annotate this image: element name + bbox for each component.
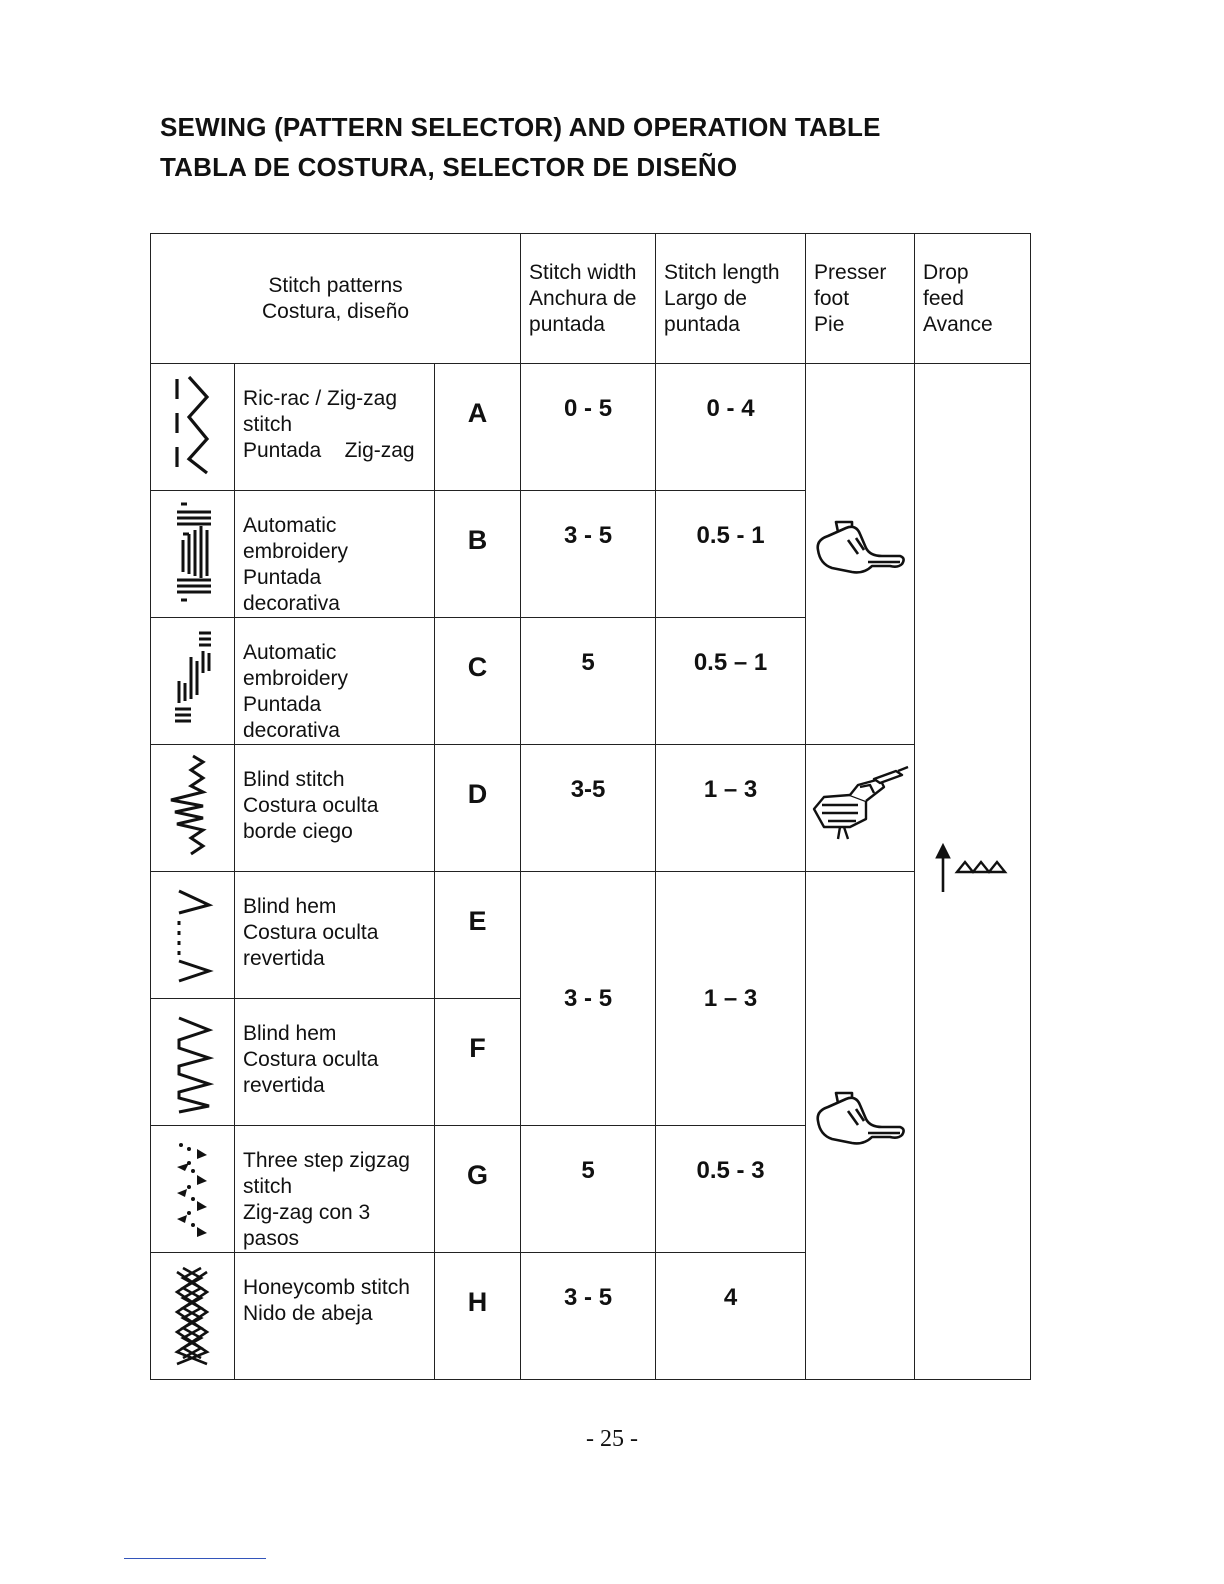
table-row: Blind hem Costura oculta revertida F	[151, 999, 1031, 1126]
feed-dogs-up-icon	[933, 842, 1013, 894]
pattern-letter: G	[467, 1160, 489, 1190]
table-row: Blind hem Costura oculta revertida E 3 - 5 1 – 3	[151, 872, 1031, 999]
stitch-length-value: 0.5 – 1	[693, 649, 768, 676]
header-drop-feed: Drop feed Avance	[915, 234, 1031, 364]
stitch-length-value: 0.5 - 3	[696, 1157, 765, 1184]
blind-stitch-icon	[163, 750, 223, 860]
page-subtitle: TABLA DE COSTURA, SELECTOR DE DISEÑO	[160, 152, 738, 182]
stitch-length-value: 1 – 3	[703, 776, 758, 803]
stitch-length-value: 1 – 3	[703, 984, 758, 1012]
stitch-length-value: 4	[723, 1284, 738, 1311]
table-row: Three step zigzag stitch Zig-zag con 3 pasos G 5 0.5 - 3	[151, 1126, 1031, 1253]
pattern-letter: E	[468, 906, 487, 936]
header-stitch-patterns: Stitch patterns Costura, diseño	[151, 234, 521, 364]
table-row: Blind stitch Costura oculta borde ciego D 3-5 1 – 3	[151, 745, 1031, 872]
stitch-width-value: 3 - 5	[564, 522, 613, 549]
three-step-zigzag-icon	[163, 1131, 223, 1241]
header-stitch-length: Stitch length Largo de puntada	[656, 234, 806, 364]
page-number: - 25 -	[586, 1426, 638, 1452]
stitch-width-value: 3-5	[570, 776, 606, 803]
header-stitch-width: Stitch width Anchura de puntada	[521, 234, 656, 364]
pattern-letter: B	[467, 525, 488, 555]
blind-hem-f-icon	[163, 1004, 223, 1114]
ric-rac-stitch-icon	[163, 369, 223, 479]
operation-table	[150, 233, 1031, 1380]
blind-stitch-foot-icon	[810, 765, 910, 845]
honeycomb-stitch-icon	[163, 1258, 223, 1368]
pattern-letter: D	[467, 779, 488, 809]
table-row: Automatic embroidery Puntada decorativa B 3 - 5 0.5 - 1	[151, 491, 1031, 618]
blind-hem-e-icon	[163, 877, 223, 987]
table-row: Honeycomb stitch Nido de abeja H 3 - 5 4	[151, 1253, 1031, 1380]
stitch-width-value: 3 - 5	[564, 1284, 613, 1311]
stitch-length-value: 0 - 4	[706, 395, 755, 422]
pattern-letter: A	[467, 398, 488, 428]
zigzag-foot-icon	[812, 1091, 908, 1153]
stitch-width-value: 5	[581, 649, 595, 676]
table-header-row	[151, 234, 1031, 364]
stitch-length-value: 0.5 - 1	[696, 522, 765, 549]
stitch-width-value: 3 - 5	[564, 984, 613, 1012]
header-presser-foot: Presser foot Pie	[806, 234, 915, 364]
pattern-letter: F	[469, 1033, 486, 1063]
stitch-width-value: 0 - 5	[564, 395, 613, 422]
page-title: SEWING (PATTERN SELECTOR) AND OPERATION TABLE	[160, 112, 881, 142]
zigzag-foot-icon	[812, 520, 908, 582]
table-row: Ric-rac / Zig-zag stitch Puntada Zig-zag A 0 - 5 0 - 4	[151, 364, 1031, 491]
pattern-letter: C	[467, 652, 488, 682]
scan-artifact-line	[124, 1558, 266, 1559]
table-row: Automatic embroidery Puntada decorativa C 5 0.5 – 1	[151, 618, 1031, 745]
automatic-embroidery-b-icon	[163, 496, 223, 606]
pattern-letter: H	[467, 1287, 488, 1317]
stitch-width-value: 5	[581, 1157, 595, 1184]
automatic-embroidery-c-icon	[163, 623, 223, 733]
